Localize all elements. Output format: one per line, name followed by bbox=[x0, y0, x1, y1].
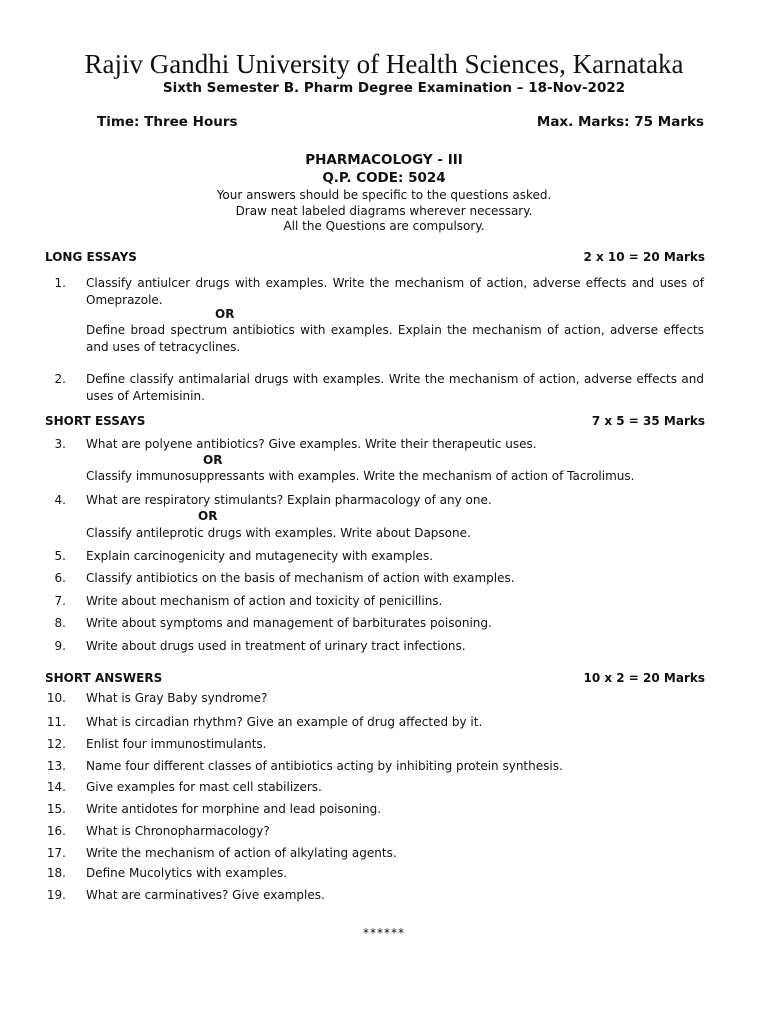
question-text: Define classify antimalarial drugs with examples. Write the mechanism of action, adverse effects and uses of Artemisinin. bbox=[86, 372, 704, 403]
question-text: Write antidotes for morphine and lead poisoning. bbox=[86, 802, 382, 816]
question-text: Define Mucolytics with examples. bbox=[86, 866, 288, 880]
question-number: 9. bbox=[54, 639, 66, 653]
question-number: 10. bbox=[46, 691, 66, 705]
question-text: What is circadian rhythm? Give an example of drug affected by it. bbox=[86, 715, 483, 729]
exam-duration: Time: Three Hours bbox=[97, 114, 238, 130]
question-number: 7. bbox=[54, 594, 66, 608]
question-text: What are respiratory stimulants? Explain pharmacology of any one. bbox=[86, 493, 492, 507]
question-text: What is Chronopharmacology? bbox=[86, 824, 270, 838]
question-text: Enlist four immunostimulants. bbox=[86, 737, 267, 751]
question-text: What are polyene antibiotics? Give examples. Write their therapeutic uses. bbox=[86, 437, 537, 451]
instructions bbox=[0, 188, 768, 235]
section-marks-short-essays: 7 x 5 = 35 Marks bbox=[591, 414, 705, 428]
max-marks: Max. Marks: 75 Marks bbox=[536, 114, 704, 130]
question-number: 13. bbox=[46, 759, 66, 773]
question-number: 5. bbox=[54, 549, 66, 563]
question-text: What are carminatives? Give examples. bbox=[86, 888, 325, 902]
section-title-short-answers: SHORT ANSWERS bbox=[45, 671, 163, 685]
or-separator: OR bbox=[198, 509, 218, 523]
question-text: Write about mechanism of action and toxicity of penicillins. bbox=[86, 594, 443, 608]
section-title-long-essays: LONG ESSAYS bbox=[45, 250, 137, 264]
subject-title: PHARMACOLOGY - III bbox=[305, 152, 463, 168]
question-number: 16. bbox=[46, 824, 66, 838]
subject-block bbox=[0, 151, 768, 187]
question-number: 19. bbox=[46, 888, 66, 902]
question-text: Write about symptoms and management of barbiturates poisoning. bbox=[86, 616, 492, 630]
question-number: 14. bbox=[46, 780, 66, 794]
instruction-line: Your answers should be specific to the questions asked. bbox=[216, 188, 552, 202]
question-text: Explain carcinogenicity and mutagenecity with examples. bbox=[86, 549, 434, 563]
question-number: 17. bbox=[46, 846, 66, 860]
question-number: 4. bbox=[54, 493, 66, 507]
or-separator: OR bbox=[203, 453, 223, 467]
question-number: 8. bbox=[54, 616, 66, 630]
exam-title: Sixth Semester B. Pharm Degree Examination – 18-Nov-2022 bbox=[162, 80, 626, 96]
question-number: 1. bbox=[54, 276, 66, 290]
instruction-line: All the Questions are compulsory. bbox=[283, 219, 485, 233]
qp-code: Q.P. CODE: 5024 bbox=[322, 170, 446, 186]
question-number: 12. bbox=[46, 737, 66, 751]
section-marks-long-essays: 2 x 10 = 20 Marks bbox=[583, 250, 705, 264]
question-text: What is Gray Baby syndrome? bbox=[86, 691, 268, 705]
question-text: Give examples for mast cell stabilizers. bbox=[86, 780, 322, 794]
question-number: 11. bbox=[46, 715, 66, 729]
question-text: Write the mechanism of action of alkylating agents. bbox=[86, 846, 397, 860]
question-text: Define broad spectrum antibiotics with examples. Explain the mechanism of action, adverse effects and uses of tetracyclines. bbox=[86, 323, 704, 354]
question-number: 15. bbox=[46, 802, 66, 816]
question-text: Classify antileprotic drugs with examples. Write about Dapsone. bbox=[86, 526, 471, 540]
instruction-line: Draw neat labeled diagrams wherever necessary. bbox=[235, 203, 533, 218]
university-name: Rajiv Gandhi University of Health Sciences, Karnataka bbox=[84, 49, 684, 79]
question-number: 2. bbox=[54, 372, 66, 386]
question-text: Name four different classes of antibiotics acting by inhibiting protein synthesis. bbox=[86, 759, 563, 773]
section-marks-short-answers: 10 x 2 = 20 Marks bbox=[583, 671, 705, 685]
question-text: Write about drugs used in treatment of urinary tract infections. bbox=[86, 639, 466, 653]
question-number: 3. bbox=[54, 437, 66, 451]
section-title-short-essays: SHORT ESSAYS bbox=[45, 414, 146, 428]
question-number: 6. bbox=[54, 571, 66, 585]
question-number: 18. bbox=[46, 866, 66, 880]
or-separator: OR bbox=[215, 307, 235, 321]
end-of-paper-marker: ****** bbox=[363, 926, 405, 940]
question-text: Classify immunosuppressants with examples. Write the mechanism of action of Tacrolimus. bbox=[86, 469, 635, 483]
question-text: Classify antibiotics on the basis of mechanism of action with examples. bbox=[86, 571, 515, 585]
question-text: Classify antiulcer drugs with examples. Write the mechanism of action, adverse effects and uses of Omeprazole. bbox=[86, 276, 704, 307]
